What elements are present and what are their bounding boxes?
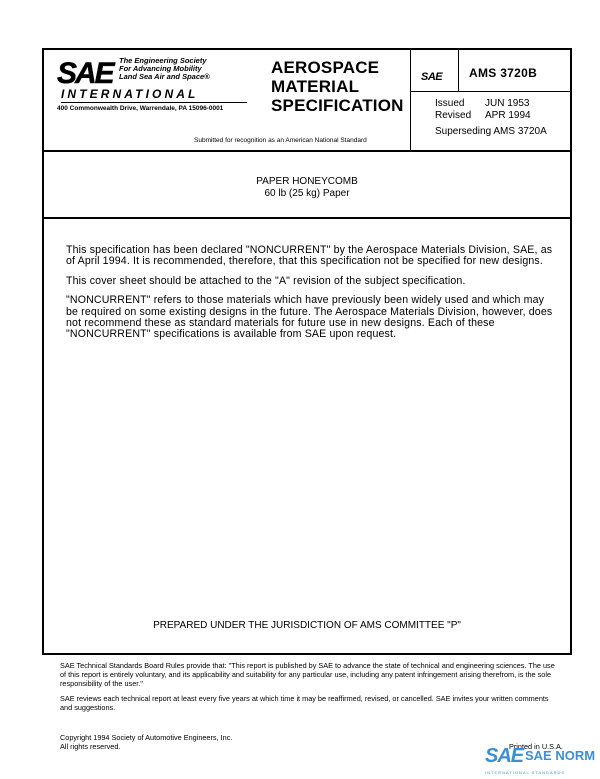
superseding-note: Superseding AMS 3720A (435, 126, 547, 137)
ams-number: AMS 3720B (469, 66, 538, 80)
tagline-line: Land Sea Air and Space® (119, 72, 210, 81)
ams-box-inner-divider (458, 50, 459, 91)
issued-date-row (435, 98, 529, 110)
footer-notes (60, 661, 560, 718)
watermark-sae-logo: SAE (485, 745, 524, 767)
title-line: SPECIFICATION (271, 96, 404, 115)
wordmark-underline (61, 102, 247, 103)
ansi-submission-note: Submitted for recognition as an American National Standard (194, 137, 367, 144)
sae-small-logo: SAE (421, 71, 443, 83)
international-wordmark: INTERNATIONAL (61, 87, 199, 101)
sae-logo-block (57, 57, 257, 117)
revised-label: Revised (435, 110, 472, 121)
sae-address: 400 Commonwealth Drive, Warrendale, PA 15096-0001 (57, 105, 224, 112)
revised-date: APR 1994 (485, 110, 531, 121)
printed-in: Printed in U.S.A. (509, 742, 563, 751)
body-text (66, 245, 556, 349)
right-block-divider (410, 50, 411, 150)
body-paragraph: This specification has been declared "NONCURRENT" by the Aerospace Materials Division, SAE, as of April 1994. It is recommended, therefore, that this specification not be specified for new designs. (66, 244, 553, 268)
prepared-under-note: PREPARED UNDER THE JURISDICTION OF AMS COMMITTEE "P" (153, 620, 461, 631)
tagline-line: The Engineering Society (119, 56, 207, 65)
watermark-norm-text: SAE NORM (525, 748, 596, 763)
copyright (60, 733, 232, 751)
sae-logo: SAE (57, 57, 113, 90)
title-line: MATERIAL (271, 77, 360, 96)
copyright-line: Copyright 1994 Society of Automotive Engineers, Inc. (60, 733, 233, 742)
sae-tagline (119, 57, 210, 81)
body-paragraph: This cover sheet should be attached to the "A" revision of the subject specification. (66, 274, 466, 287)
issued-date: JUN 1953 (485, 98, 530, 109)
issued-label: Issued (435, 98, 465, 109)
subject-subtitle: 60 lb (25 kg) Paper (264, 188, 350, 199)
header-divider (44, 150, 570, 152)
footer-rules: SAE Technical Standards Board Rules provide that: "This report is published by SAE to advance the state of technical and engineering sciences. The use of this report is entirely voluntary, and its applicability and suitability for any particular use, including any patent infringement arising therefrom, is the sole responsibility of the user." (60, 661, 555, 688)
sae-norm-watermark (485, 745, 597, 777)
title-line: AEROSPACE (271, 58, 380, 77)
footer-review: SAE reviews each technical report at least every five years at which time it may be reaffirmed, revised, or cancelled. SAE invites your written comments and suggestions. (60, 694, 549, 712)
subject-block (44, 176, 570, 200)
watermark-subline: INTERNATIONAL STANDARDS (485, 770, 566, 775)
revised-date-row (435, 110, 531, 122)
copyright-line: All rights reserved. (60, 742, 121, 751)
tagline-line: For Advancing Mobility (119, 64, 202, 73)
body-paragraph: "NONCURRENT" refers to those materials which have previously been widely used and which may be required on some existing designs in the future. The Aerospace Materials Division, however, does not recommend these as standard materials for future use in new designs. Each of these "NONCURRENT" specifications is available from SAE upon request. (66, 294, 553, 341)
document-type-title (271, 58, 404, 115)
subject-title: PAPER HONEYCOMB (256, 176, 358, 187)
ams-box-divider (410, 91, 572, 92)
subject-divider (44, 217, 570, 219)
